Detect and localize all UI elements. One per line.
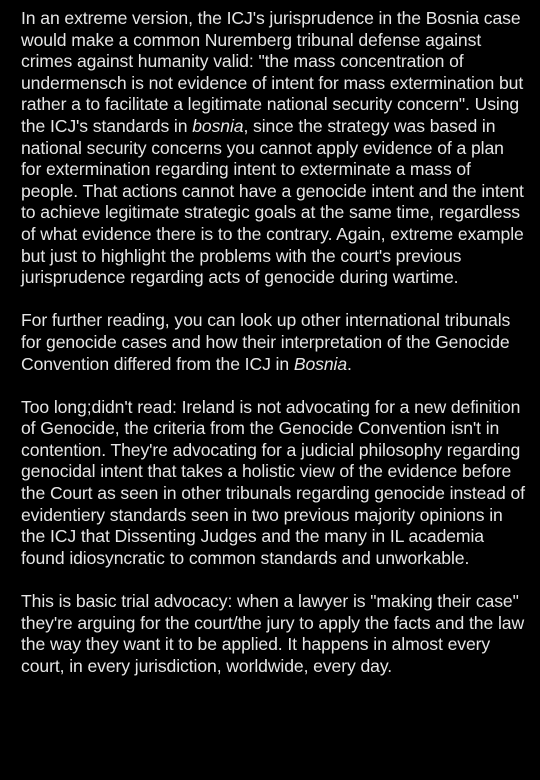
paragraph-extreme-version [21, 8, 526, 289]
paragraph-tldr: Too long;didn't read: Ireland is not advocating for a new definition of Genocide, the criteria from the Genocide Convention isn't in contention. They're advocating for a judicial philosophy regarding genocidal intent that takes a holistic view of the evidence before the Court as seen in other tribunals regarding genocide instead of evidentiery standards seen in two previous majority opinions in the ICJ that Dissenting Judges and the many in IL academia found idiosyncratic to common standards and unworkable. [21, 396, 525, 568]
italic-case-name: bosnia [192, 115, 244, 136]
paragraph-trial-advocacy: This is basic trial advocacy: when a lawyer is "making their case" they're arguing for the court/the jury to apply the facts and the law the way they want it to be applied. It happens in almost every court, in every jurisdiction, worldwide, every day. [21, 591, 525, 676]
italic-case-name: Bosnia [293, 353, 348, 374]
paragraph-further-reading [21, 310, 526, 375]
post-body [21, 8, 526, 677]
paragraph-text: For further reading, you can look up other international tribunals for genocide cases and how their interpretation of the Genocide Convention differed from the ICJ in [21, 310, 511, 374]
paragraph-text: In an extreme version, the ICJ's jurisprudence in the Bosnia case would make a common Nuremberg tribunal defense against crimes against humanity valid: "the mass concentration of undermensch is not evidence of intent for mass extermination but rather a to facilitate a legitimate national security concern". Using the ICJ's standards in [21, 8, 524, 136]
paragraph-text: , since the strategy was based in national security concerns you cannot apply evidence of a plan for extermination regarding intent to exterminate a mass of people. That actions cannot have a genocide intent and the intent to achieve legitimate strategic goals at the same time, regardless of what evidence there is to the contrary. Again, extreme example but just to highlight the problems with the court's previous jurisprudence regarding acts of genocide during wartime. [21, 115, 524, 288]
paragraph-text: . [347, 353, 352, 374]
